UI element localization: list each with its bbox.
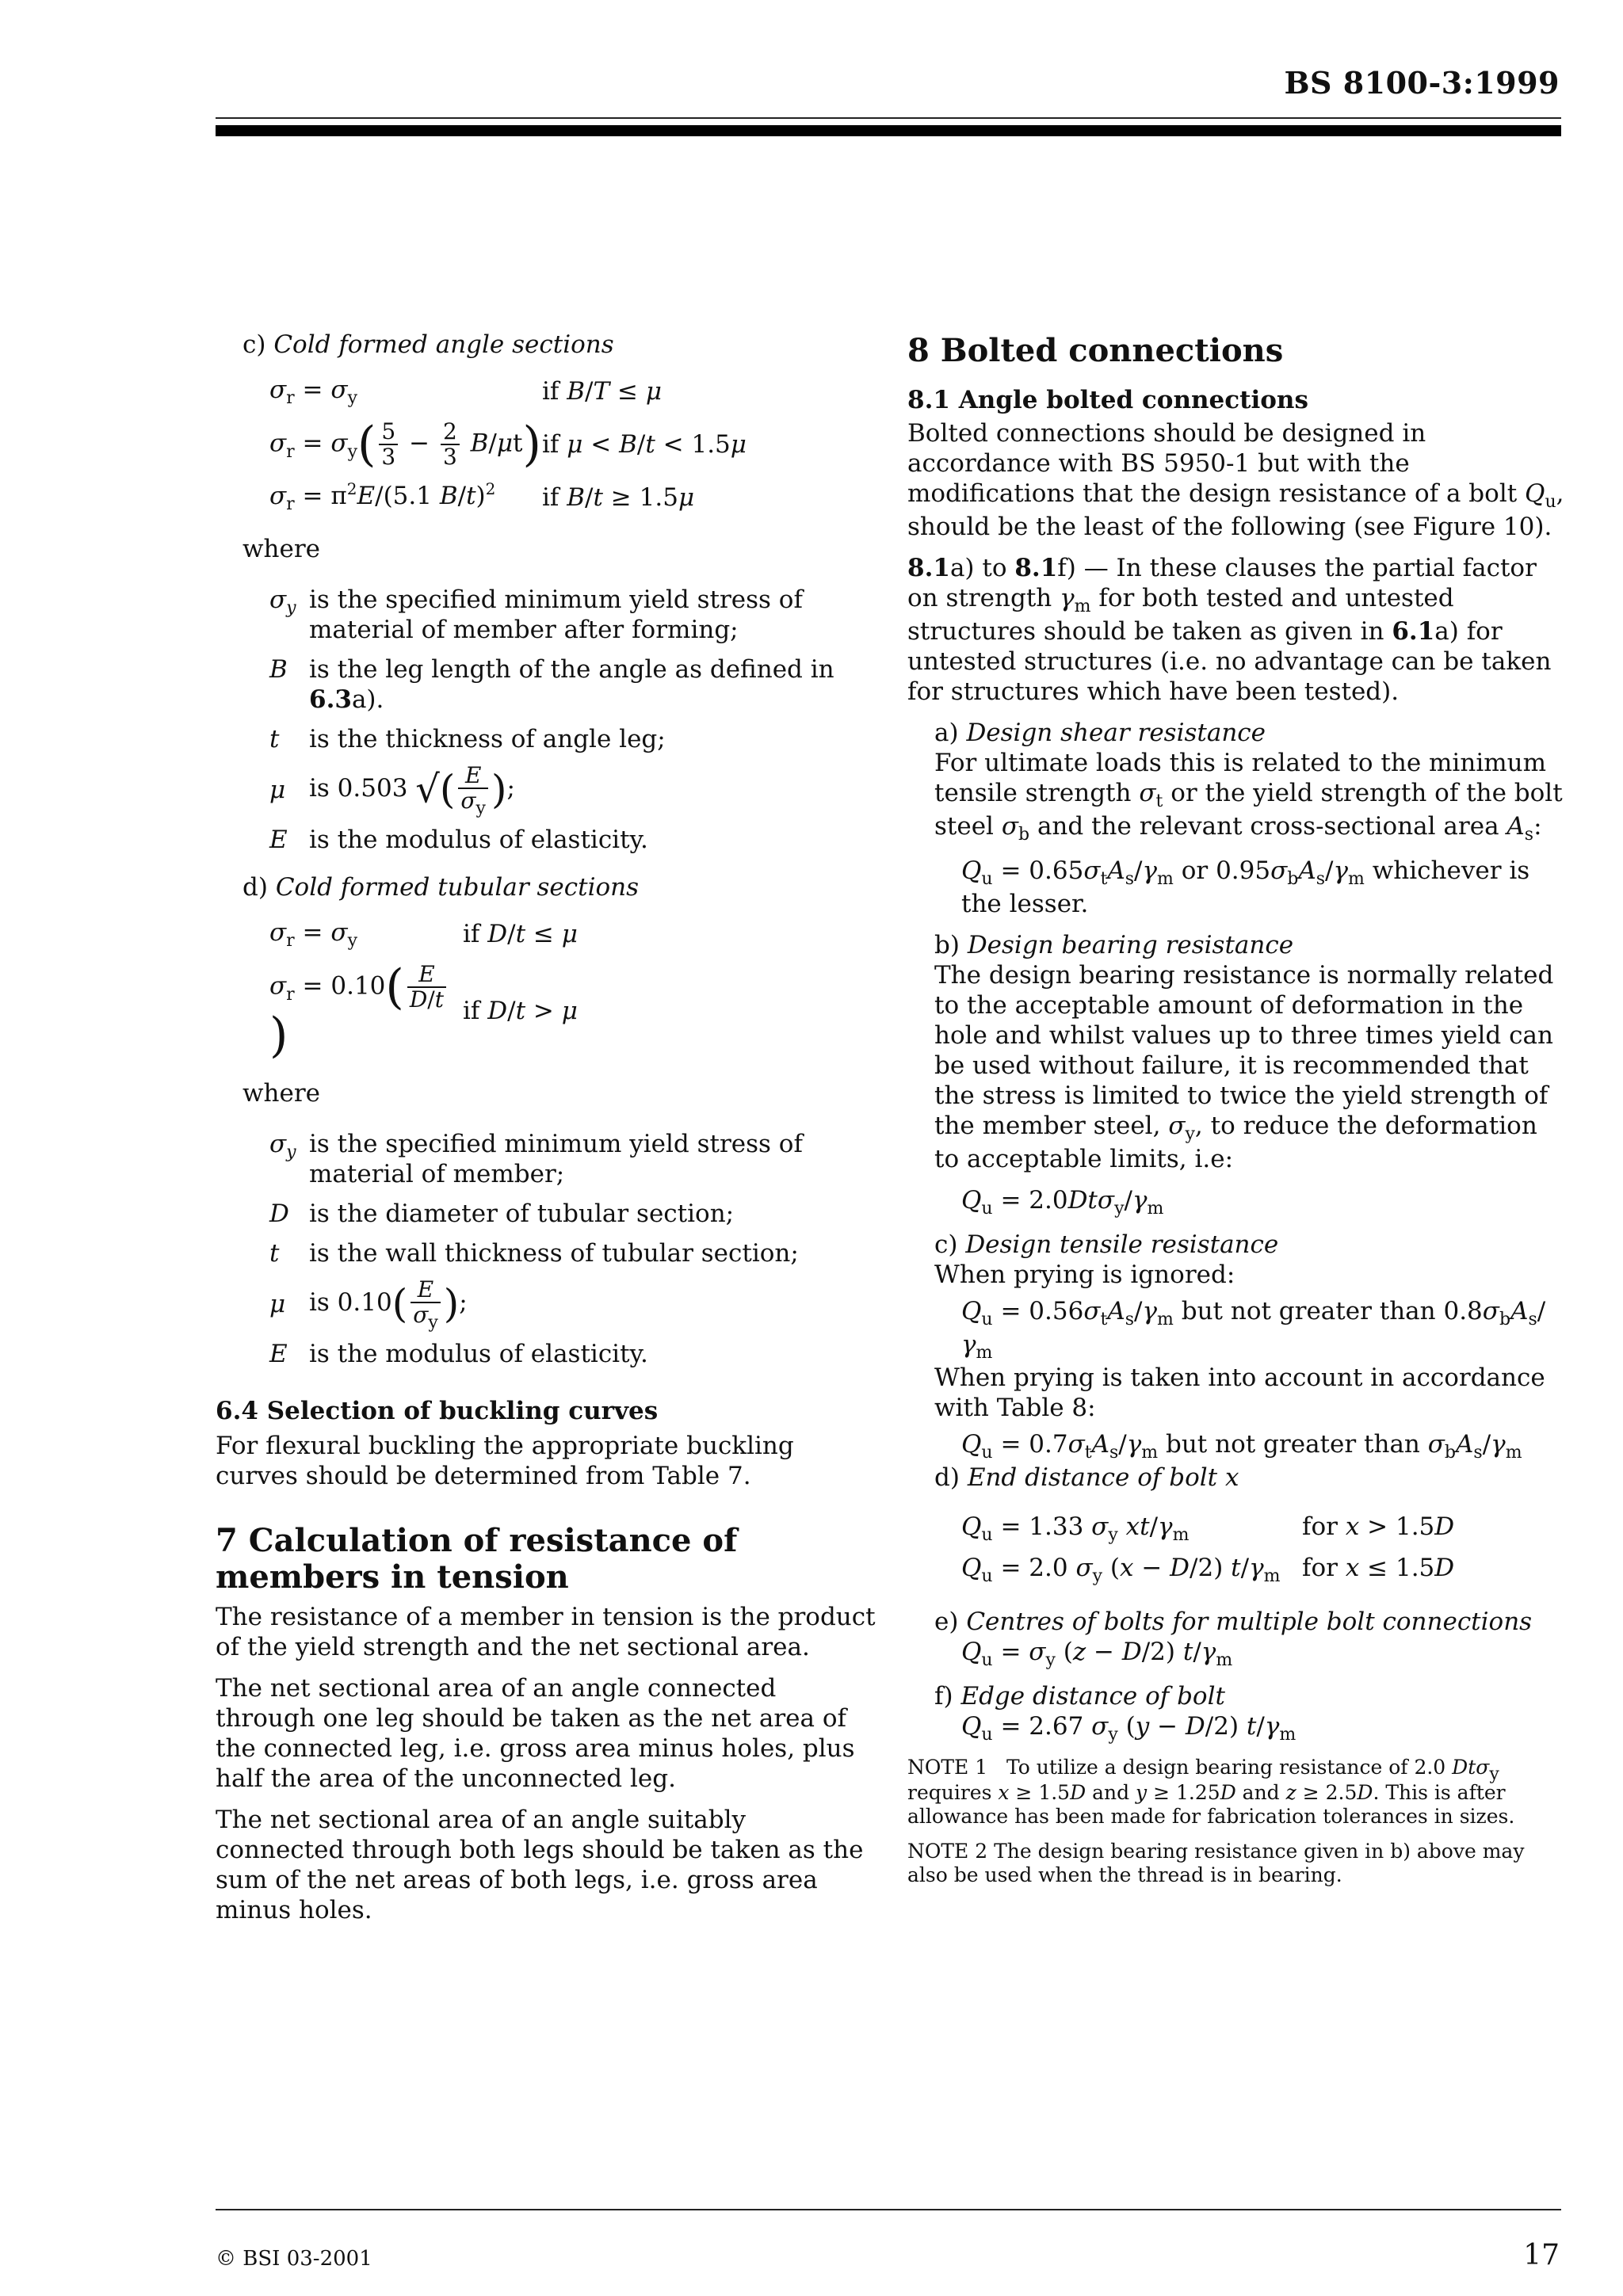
item-d-formula-2: $Q_u = 2.0$ $\sigma_y$ (x − D/2) $t/\gamma_m$ for x ≤ 1.5D: [961, 1554, 1455, 1586]
definition-e-tube: E is the modulus of elasticity.: [269, 1340, 648, 1368]
item-f-heading: f) Edge distance of bolt: [934, 1682, 1225, 1711]
formula-c2-condition: if μ < B/t < 1.5μ: [542, 430, 747, 459]
item-c-formula-2: $Q_u = 0.7\sigma_tA_s/\gamma_m$ but not greater than $\sigma_bA_s/\gamma_m$: [961, 1430, 1522, 1463]
formula-c1-condition: if B/T ≤ μ: [542, 377, 663, 406]
note-1: NOTE 1 To utilize a design bearing resistance of 2.0 Dtσy requires x ≥ 1.5D and y ≥ 1.25D and z ≥ 2.5D. This is after allowance has been made for fabrication tolerances in sizes.: [907, 1756, 1515, 1828]
definition-e: E is the modulus of elasticity.: [269, 826, 648, 854]
header-rule-thin: [216, 117, 1561, 119]
definition-sigma-y: $\sigma_y$ is the specified minimum yield stress of material of member after forming;: [269, 585, 803, 644]
item-c-text-1: When prying is ignored:: [934, 1261, 1235, 1289]
item-e-formula: $Q_u = \sigma_y$ (z − D/2) $t/\gamma_m$: [961, 1638, 1233, 1670]
formula-c2: $\sigma_r = \sigma_y$( $\frac{5}{3}$ − $\frac{2}{3}$ B/μt) if μ < B/t < 1.5μ: [269, 417, 747, 472]
formula-d1-condition: if D/t ≤ μ: [463, 920, 578, 948]
formula-d1: $\sigma_r = \sigma_y$ if D/t ≤ μ: [269, 918, 578, 951]
definition-b: B is the leg length of the angle as defined in 6.3a).: [269, 655, 834, 714]
item-d-heading: d) Cold formed tubular sections: [242, 873, 640, 902]
footer-rule: [216, 2209, 1561, 2210]
section-8-heading: 8 Bolted connections: [907, 332, 1284, 369]
where-label-c: where: [242, 535, 321, 563]
section-7-para-3: The net sectional area of an angle suitably connected through both legs should be taken as the sum of the net areas of both legs, i.e. gross area minus holes.: [216, 1806, 864, 1924]
item-f-formula: $Q_u = 2.67$ $\sigma_y$ (y − D/2) $t/\gamma_m$: [961, 1712, 1296, 1745]
formula-c3: $\sigma_r = \pi^2E/(5.1$ B/t)$^2$ if B/t ≥ 1.5μ: [269, 479, 695, 514]
section-8-1-heading: 8.1 Angle bolted connections: [907, 386, 1308, 414]
definition-mu-tube: μ is 0.10( $\frac{E}{\sigma_y}$ );: [269, 1276, 468, 1333]
formula-d2-condition: if D/t > μ: [463, 997, 578, 1025]
right-column: [907, 325, 1565, 1887]
where-label-d: where: [242, 1079, 321, 1108]
item-e-heading: e) Centres of bolts for multiple bolt connections: [934, 1608, 1533, 1636]
definition-sigma-y-tube: $\sigma_y$ is the specified minimum yield stress of material of member;: [269, 1130, 803, 1188]
left-column: [216, 325, 881, 1936]
formula-d2: $\sigma_r = 0.10$( $\frac{E}{D/t}$ ) if D/t > μ: [269, 959, 578, 1063]
header-rule-thick: [216, 125, 1561, 136]
item-d-formula-1: $Q_u = 1.33$ $\sigma_y$ $xt/\gamma_m$ for x > 1.5D: [961, 1512, 1455, 1545]
item-c-heading-right: c) Design tensile resistance: [934, 1230, 1279, 1259]
note-2: NOTE 2 The design bearing resistance given in b) above may also be used when the thread is in bearing.: [907, 1840, 1525, 1886]
item-d-heading-right: d) End distance of bolt x: [934, 1463, 1239, 1492]
page-number: 17: [1523, 2239, 1560, 2271]
formula-c3-condition: if B/t ≥ 1.5μ: [542, 483, 695, 512]
item-b-formula: $Q_u = 2.0Dt\sigma_y/\gamma_m$: [961, 1186, 1164, 1219]
section-6-4-text: For flexural buckling the appropriate buckling curves should be determined from Table 7.: [216, 1432, 794, 1490]
item-c-text-2: When prying is taken into account in accordance with Table 8:: [934, 1363, 1545, 1422]
section-8-1-para-1: Bolted connections should be designed in accordance with BS 5950-1 but with the modifications that the design resistance of a bolt $Q_u$, should be the least of the following (see Figure 10).: [907, 419, 1564, 541]
section-7-para-1: The resistance of a member in tension is the product of the yield strength and the net sectional area.: [216, 1603, 876, 1661]
definition-t-tube: t is the wall thickness of tubular section;: [269, 1239, 799, 1268]
item-c-formula-1: $Q_u = 0.56\sigma_tA_s/\gamma_m$ but not greater than $0.8\sigma_bA_s/\gamma_m$: [961, 1297, 1546, 1363]
section-6-4-heading: 6.4 Selection of buckling curves: [216, 1397, 659, 1425]
item-a-heading: a) Design shear resistance: [934, 719, 1266, 747]
item-b-text: The design bearing resistance is normally related to the acceptable amount of deformation in the hole and whilst values up to three times yield can be used without failure, it is recommended that the stress is limited to twice the yield strength of the member steel, $\sigma_y$, to reduce the deformation to acceptable limits, i.e:: [934, 961, 1554, 1173]
item-c-heading: c) Cold formed angle sections: [242, 330, 614, 359]
definition-t: t is the thickness of angle leg;: [269, 725, 666, 753]
item-b-heading: b) Design bearing resistance: [934, 931, 1294, 959]
section-7-para-2: The net sectional area of an angle connected through one leg should be taken as the net area of the connected leg, i.e. gross area minus holes, plus half the area of the unconnected leg.: [216, 1674, 855, 1793]
definition-d: D is the diameter of tubular section;: [269, 1199, 735, 1228]
copyright: © BSI 03-2001: [216, 2247, 372, 2271]
item-a-formula: $Q_u = 0.65\sigma_tA_s/\gamma_m$ or $0.95\sigma_bA_s/\gamma_m$ whichever is the lesser.: [961, 856, 1530, 918]
section-8-1-para-2: 8.1a) to 8.1f) — In these clauses the partial factor on strength $\gamma_m$ for both tested and untested structures should be taken as given in 6.1a) for untested structures (i.e. no advantage can be taken for structures which have been tested).: [907, 554, 1552, 706]
definition-mu: μ is 0.503 √( $\frac{E}{\sigma_y}$ );: [269, 762, 515, 818]
item-a-text: For ultimate loads this is related to the minimum tensile strength $\sigma_t$ or the yield strength of the bolt steel $\sigma_b$ and the relevant cross-sectional area $A_s$:: [934, 749, 1563, 845]
formula-c1: $\sigma_r = \sigma_y$ if B/T ≤ μ: [269, 376, 663, 408]
standard-code: BS 8100-3:1999: [1284, 65, 1560, 101]
section-7-heading: 7 Calculation of resistance of members in tension: [216, 1522, 738, 1596]
